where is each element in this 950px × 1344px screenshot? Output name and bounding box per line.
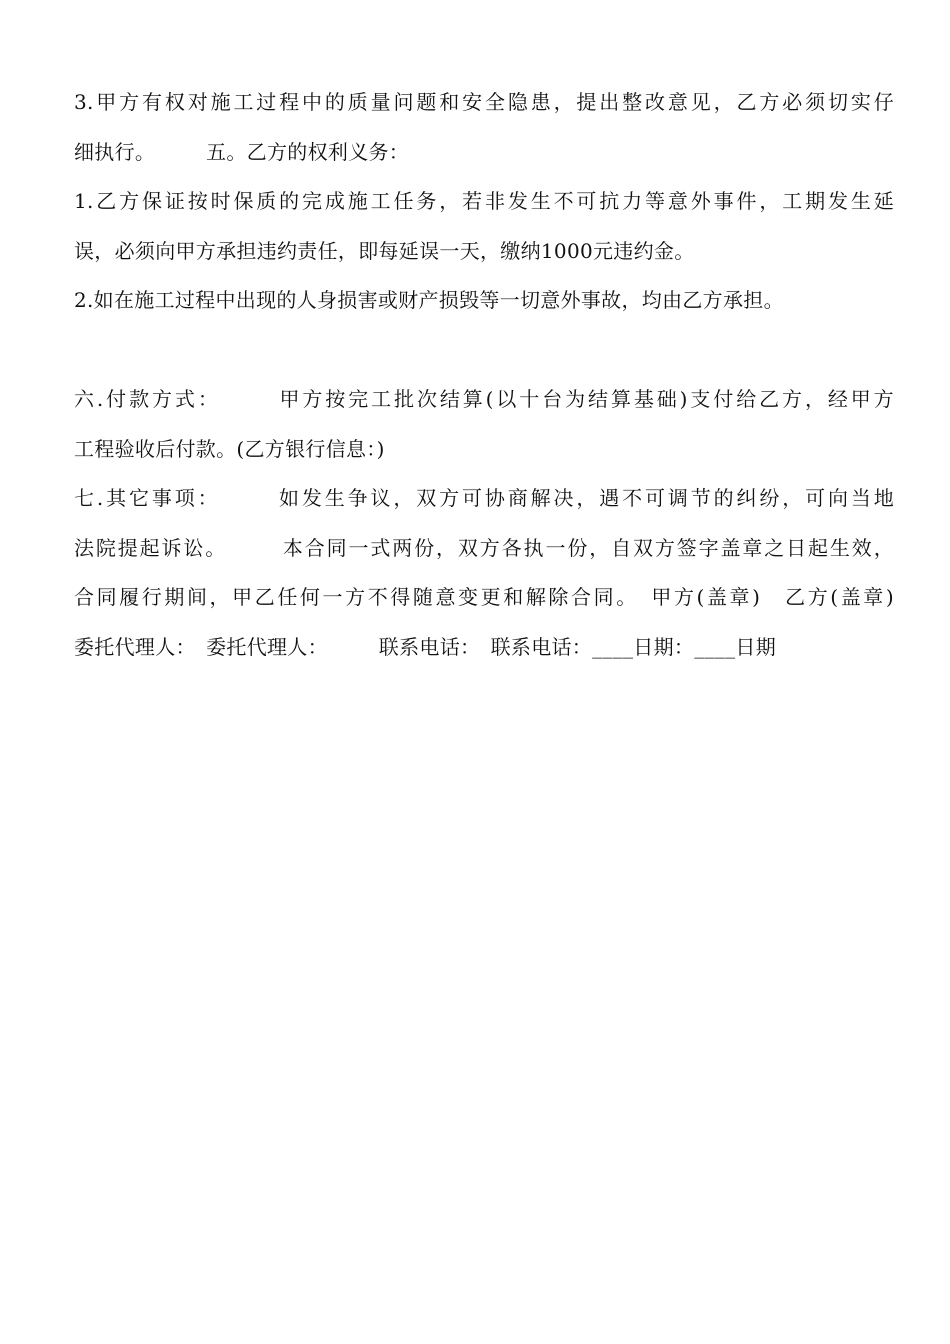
- payment-line-2: 工程验收后付款。(乙方银行信息：): [74, 436, 385, 461]
- other-matters-line-1: 七.其它事项： 如发生争议，双方可协商解决，遇不可调节的纠纷，可向当地: [74, 486, 894, 510]
- clause-b1-line-2: 误，必须向甲方承担违约责任，即每延误一天，缴纳1000元违约金。: [74, 238, 695, 263]
- clause-b2-line-1: 2.如在施工过程中出现的人身损害或财产损毁等一切意外事故，均由乙方承担。: [74, 288, 784, 312]
- contract-page: [74, 78, 894, 672]
- other-matters-line-2: 法院提起诉讼。 本合同一式两份，双方各执一份，自双方签字盖章之日起生效，: [74, 535, 894, 560]
- blank-line: [74, 326, 894, 376]
- payment-line-1: 六.付款方式： 甲方按完工批次结算(以十台为结算基础)支付给乙方，经甲方: [74, 387, 894, 411]
- clause-b1-line-1: 1.乙方保证按时保质的完成施工任务，若非发生不可抗力等意外事件，工期发生延: [74, 189, 894, 213]
- clause-3-line-1: 3.甲方有权对施工过程中的质量问题和安全隐患，提出整改意见，乙方必须切实仔: [74, 90, 894, 114]
- clause-3-line-2: 细执行。 五。乙方的权利义务：: [74, 139, 410, 164]
- signature-line: 委托代理人： 委托代理人： 联系电话： 联系电话：____日期：____日期: [74, 634, 776, 659]
- other-matters-line-3: 合同履行期间，甲乙任何一方不得随意变更和解除合同。 甲方(盖章) 乙方(盖章): [74, 585, 894, 609]
